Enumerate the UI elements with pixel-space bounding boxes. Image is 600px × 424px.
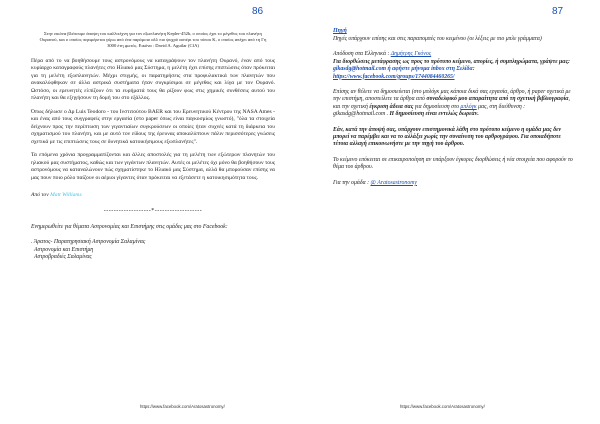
source-text: Πηγές υπάρχουν επίσης και στις παραπομπές του κειμένου (οι λέξεις με πιο μπλε γράμματα) xyxy=(333,36,542,42)
translation-line xyxy=(333,51,573,58)
separator: -------------------*------------------- xyxy=(103,207,203,214)
group-item: . Άρατος- Παρατηρησιακή Αστρονομία Σαλαμίνας xyxy=(31,239,146,246)
corrections-tail[interactable]: ή αφήστε μήνυμα inbox στη Σελίδα: xyxy=(387,66,475,73)
group-item: Αστρονομία και Επιστήμη xyxy=(34,246,94,253)
share-bold-3: Η δημοσίευση είναι εντελώς δωρεάν. xyxy=(389,111,479,118)
share-bold-1: συναδελφικό μου απαραίτητα από τη σχετική βιβλιογραφία xyxy=(426,96,569,103)
share-tail-1: , και την σχετική xyxy=(333,96,570,110)
right-page-number: 87 xyxy=(552,6,564,17)
paragraph-1: Πέρα από το να βοηθήσουμε τους αστρονόμους να καταγράψουν τον πλανήτη Ουρανό, έναν από τους κυρίαρχο καταγραφούς πλανήτες στο Ηλιακό μας Σύστημα, η μελέτη έχει επίσης επιπτώσεις όταν πρόκειται για τη μελέτη εξωπλανητών. Μέχρι στιγμής, οι παρατηρήσεις στα προφυλακτικά των πλανητών που ανακαλύφθηκαν σε άλλα αστρικά συστήματα ήταν συγκρίσιμοι σε μέγεθος και λίγα με τον Ουρανό. Ωστόσο, οι ερευνητές ελπίζουν ότι τα ευρήματά τους θα ρίξουν φως στις χημικές συνθέσεις αυτού του πλανήτη και θα εξηγήσουν τη δομή του στο εξάλλος. xyxy=(31,57,275,102)
image-caption: Στην εικόνα βλέπουμε άποψη του καλλιτέχνη για τον εξωπλανήτη Kepler-452b, ο οποίος έχει το μέγεθος του πλανήτη Ουρανού, και ο οποίος περιφέρεται γύρω από ένα παρόμοιο αλλ πιο ψυχρό αστέρι του τύπου K, ο οποίος απέχει από τη Γη 3000 έτη φωτός. Εικόνα : David A. Aguilar (CfA) xyxy=(39,31,267,49)
from-label: Από τον xyxy=(31,192,49,199)
source-block xyxy=(333,28,573,43)
group-line xyxy=(333,180,573,187)
share-intro: Επίσης αν θέλετε να δημοσιεύεται (στο μπλόγκ μας κάποια δικά σας εργασία, άρθρο, ή paper σχετικά με την επιστήμη, αποστείλετε τα άρθρα από xyxy=(333,89,571,103)
facebook-page-link[interactable]: https://www.facebook.com/groups/1744084460265/ xyxy=(333,73,455,80)
share-tail-2: για δημοσίευση στο xyxy=(414,103,459,110)
errors-notice: Εάν, κατά την άποψή σας, υπάρχουν επιστημονικά λάθη στο πρότυπο κείμενο η ομάδα μας δεν μπορεί να παρέμβει και να το αλλάξει χωρίς την συναίνεση του αρθρογράφου. Για οποιαδήποτε τέτοια αλλαγή επικοινωνήστε με την πηγή του άρθρου. xyxy=(333,126,562,148)
right-page xyxy=(300,0,600,424)
update-notice: Το κείμενο επόκειται σε επικαιροποίηση αν υπάρξουν έγκυρες διορθώσεις ή νέα στοιχεία που αφορούν το θέμα του άρθρου. xyxy=(333,156,573,171)
paragraph-3: Τα επόμενα χρόνια προγραμματίζονται και άλλες αποστολές για τη μελέτη των εξώτερων πλανητών του ηλιακού μας συστήματος, καθώς και των γιγάντων πλανητών. Αυτές οι μελέτες όχι μόνο θα βοηθήσουν τους αστρονόμους να καταναλώνουν πώς σχηματίστηκε το Ηλιακό μας Σύστημα, αλλά θα μπορούσαν επίσης να μας πουν ποιο ρόλο παίζουν οι αέριοι γίγαντες όταν πρόκειται να εξετάσετε η κατοικησιμότητα τους. xyxy=(31,152,275,181)
right-page-content xyxy=(333,28,573,187)
corrections-request: Για διορθώσεις μετάφρασης ως προς το πρότυπο κείμενο, απορίες, ή συμπληρώματα, γράψτε μας: xyxy=(333,58,570,65)
group-item: Αστροβραδιές Σαλαμίνας xyxy=(34,253,92,260)
blog-link[interactable]: μπλόγκ xyxy=(460,103,477,110)
translation-block xyxy=(333,51,573,81)
author-line xyxy=(31,192,275,200)
translation-label: Απόδοση στα Ελληνικά : xyxy=(333,51,390,58)
right-footer-url[interactable]: https://www.facebook.com/Aratosastronomy/ xyxy=(400,404,485,409)
left-page-number: 86 xyxy=(252,6,264,17)
share-block xyxy=(333,89,573,119)
source-title[interactable]: Πηγή xyxy=(333,28,347,34)
translator-link[interactable]: Δημήτρης Γκόνος xyxy=(390,51,432,58)
corrections-email[interactable]: gikasdg@hotmail.com xyxy=(333,66,386,73)
left-page-content xyxy=(31,31,275,261)
group-label: Για την ομάδα : xyxy=(333,179,370,186)
share-tail-3: μας, στη διεύθυνση : gikasdg@hotmail.com . xyxy=(333,103,526,118)
group-handle-link[interactable]: @ Aratosastronomy xyxy=(370,179,417,186)
paragraph-2: Όπως δήλωσε ο Δρ Luis Teodoro - του Ινστιτούτου BAER και του Ερευνητικού Κέντρου της NASA Ames - και ένας από τους συγγραφείς στην εργασία (στο paper όπως είναι παγκοσμίως γνωστό), "όλα τα στοιχεία δείχνουν προς την περίπτωση των γιγαντιαίων συγκρούσεων οι οποίες ήταν συχνές κατά τη διάρκεια του σχηματισμού του πλανήτη, και με αυτό τον είδους της έρευνας αποκαλύπτουν πάλιν περισσότερες γνώσεις σχετικά με τις επιπτώσεις τους σε δυνητικά κατοικήσιμους εξωπλανήτες". xyxy=(31,108,275,145)
share-bold-2: έγκριση άδεια σας xyxy=(369,103,414,110)
corrections-text xyxy=(333,59,573,74)
page-link-line xyxy=(333,74,573,81)
share-text xyxy=(333,89,573,119)
author-link[interactable]: Matt Williams xyxy=(50,192,82,199)
facebook-invite: Ενημερωθείτε για θέματα Αστρονομίας και Επιστήμης στις ομάδες μας στο Facebook: xyxy=(31,223,228,230)
left-footer-url[interactable]: https://www.facebook.com/Aratosastronomy/ xyxy=(140,404,225,409)
